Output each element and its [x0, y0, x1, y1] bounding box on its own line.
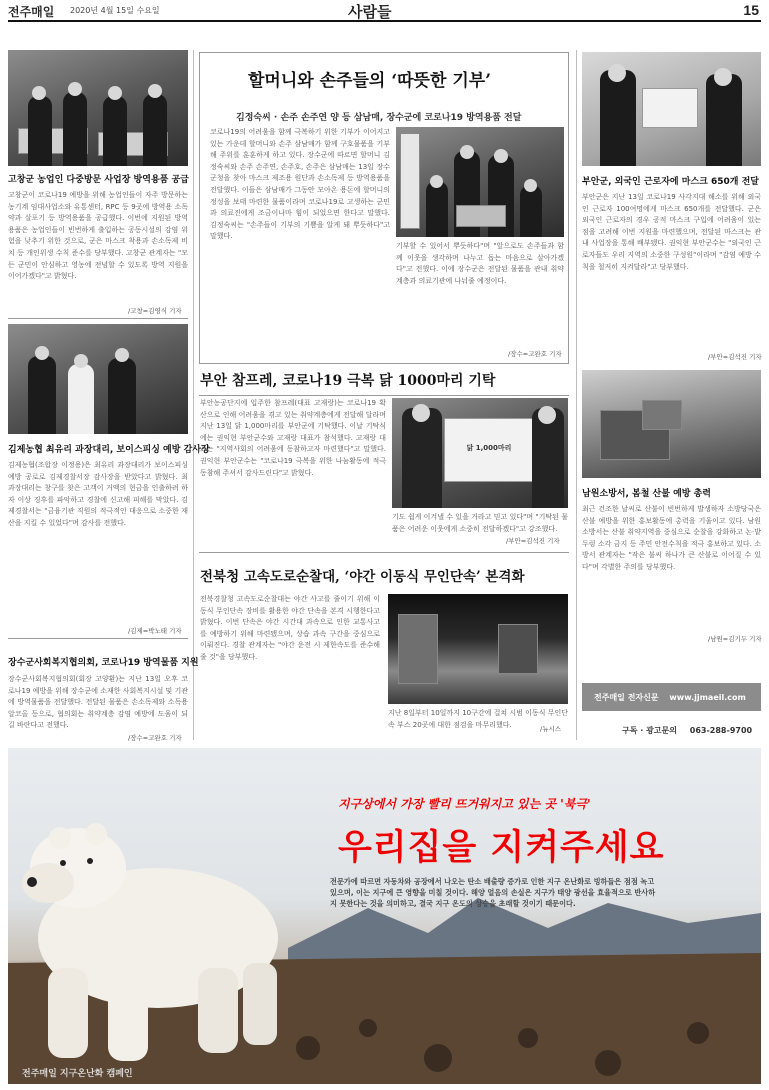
byline-namwon-fire: /남원=김기두 기자 — [708, 635, 762, 643]
headline-gochang: 고창군 농업인 다중방문 사업장 방역용품 공급 — [8, 175, 189, 185]
byline-gimje: /김제=박노태 기자 — [128, 627, 182, 635]
e-newspaper-banner[interactable] — [582, 683, 761, 711]
column-divider — [193, 50, 194, 740]
photo-gimje-award — [8, 324, 188, 434]
ad-tagline: 지구상에서 가장 빨리 뜨거워지고 있는 곳 '북극' — [338, 797, 591, 811]
byline-grandmother: /장수=고완호 기자 — [508, 350, 562, 358]
subscription-label: 구독 · 광고문의 — [622, 726, 677, 735]
masthead — [8, 0, 761, 22]
climate-campaign-ad — [8, 748, 761, 1084]
article-body-highway-patrol-cont: 지난 8일부터 10일까지 10구간에 걸쳐 시범 이동식 무인단속 부스 20곳에 대한 점검을 마무리했다. — [388, 709, 568, 729]
byline-highway-patrol: /뉴시스 — [540, 725, 562, 733]
article-body-gimje: 김제농협(조합장 이정용)은 최유리 과장대리가 보이스피싱 예방 공로로 김제경찰서장 감사장을 받았다고 밝혔다. 최 과장대리는 창구를 찾은 고객이 거액의 현금을 인출하려 하자 이상 징후를 파악하고 경찰에 신고해 피해를 막았다. 김제경찰서는 "금융기관 직원의 적극적인 대응으로 소중한 재산을 지킬 수 있었다"며 감사를 전했다. — [8, 461, 188, 527]
e-newspaper-url[interactable]: www.jjmaeil.com — [669, 693, 746, 702]
article-body-highway-patrol: 전북경찰청 고속도로순찰대는 야간 사고를 줄이기 위해 이동식 무인단속 장비를 활용한 야간 단속을 본격 시행한다고 밝혔다. 이번 단속은 야간 시간대 과속으로 인한 교통사고를 예방하기 위해 마련됐으며, 상습 과속 구간을 중심으로 이뤄진다. 경찰 관계자는 "야간 운전 시 제한속도를 준수해 줄 것"을 당부했다. — [200, 595, 380, 661]
ad-headline: 우리집을 지켜주세요 — [338, 828, 665, 868]
article-body-grandmother: 코로나19의 어려움을 함께 극복하기 위한 기부가 이어지고 있는 가운데 할머니와 손주 삼남매가 함께 구호물품을 기부해 주위를 훈훈하게 하고 있다. 장수군에 따르면 할머니 김정숙씨와 손주 손주연, 손주호, 손주은 삼남매는 13일 장수군청을 찾아 마스크 제조용 원단과 손소독제 등 방역용품을 전달했다. 이들은 삼남매가 그동안 모아온 용돈에 할머니의 정성을 보태 마련한 물품이라며 코로나19로 고생하는 군민과 의료진에게 조금이나마 힘이 되었으면 한다고 말했다. 김정숙씨는 "손주들이 기부의 기쁨을 알게 돼 뿌듯하다"고 말했다. — [210, 128, 390, 241]
article-body-champre: 부안농공단지에 입주한 참프레(대표 고재랑)는 코로나19 확산으로 인해 어려움을 겪고 있는 취약계층에게 전달해 달라며 지난 13일 닭 1,000마리를 부안군에 기탁했다. 이날 기탁식에는 권익현 부안군수와 고재랑 대표가 참석했다. 고재랑 대표는 "지역사회의 어려움에 동참하고자 마련했다"고 말했다. 권익현 부안군수는 "코로나19 극복을 위한 나눔활동에 적극 동참해 주셔서 감사드린다"고 밝혔다. — [200, 399, 386, 477]
photo-champre-donation — [392, 398, 568, 508]
article-separator — [8, 318, 188, 319]
headline-buan-masks: 부안군, 외국인 근로자에 마스크 650개 전달 — [582, 177, 759, 187]
photo-night-enforcement — [388, 594, 568, 704]
headline-jangsu-welfare: 장수군사회복지협의회, 코로나19 방역물품 지원 — [8, 658, 199, 668]
byline-champre: /부안=김석진 기자 — [506, 537, 560, 545]
e-newspaper-label: 전주매일 전자신문 — [594, 693, 659, 702]
headline-gimje: 김제농협 최유리 과장대리, 보이스피싱 예방 감사장 — [8, 445, 210, 455]
headline-champre: 부안 참프레, 코로나19 극복 닭 1000마리 기탁 — [200, 373, 496, 389]
byline-gochang: /고창=김영식 기자 — [128, 307, 182, 315]
paper-name: 전주매일 — [8, 5, 55, 19]
article-body-gochang: 고창군이 코로나19 예방을 위해 농업인들이 자주 방문하는 농기계 임대사업소와 유통센터, RPC 등 9곳에 방역용 소독약과 살포기 등 방역용품을 공급했다. 이번에 지원된 방역용품은 농업인들이 빈번하게 출입하는 공동시설의 감염 위험을 낮추기 위한 것으로, 군은 마스크 착용과 손소독제 비치 등 개인위생 수칙 준수를 당부했다. 고창군 관계자는 "모든 군민이 안심하고 영농에 전념할 수 있도록 방역 지원을 이어가겠다"고 밝혔다. — [8, 191, 188, 281]
column-divider — [576, 50, 577, 740]
article-body-grandmother-cont: 기부할 수 있어서 뿌듯하다"며 "앞으로도 손주들과 함께 이웃을 생각하며 나누고 돕는 마음으로 살아가겠다"고 전했다. 이에 장수군은 전달된 물품을 관내 취약계층과 의료기관에 나눠줄 예정이다. — [396, 242, 564, 285]
photo-grandmother-donation — [396, 127, 564, 237]
headline-grandmother: 할머니와 손주들의 ‘따뜻한 기부’ — [248, 71, 492, 91]
headline-namwon-fire: 남원소방서, 봄철 산불 예방 총력 — [582, 489, 711, 499]
photo-buan-masks — [582, 52, 761, 166]
article-body-namwon-fire: 최근 건조한 날씨로 산불이 빈번하게 발생하자 소방당국은 산불 예방을 위한 홍보활동에 총력을 기울이고 있다. 남원소방서는 산불 취약지역을 중심으로 순찰을 강화하고 논·밭두렁 소각 금지 등 주민 안전수칙을 적극 홍보하고 있다. 소방서 관계자는 "작은 불씨 하나가 큰 산불로 이어질 수 있다"며 각별한 주의를 당부했다. — [582, 505, 761, 571]
subheadline-grandmother: 김정숙씨 · 손주 손주연 양 등 삼남매, 장수군에 코로나19 방역용품 전달 — [236, 113, 522, 123]
headline-highway-patrol: 전북청 고속도로순찰대, ‘야간 이동식 무인단속’ 본격화 — [200, 569, 525, 585]
article-separator — [199, 552, 569, 553]
photo-gochang-farmers — [8, 50, 188, 166]
photo-namwon-fire-truck — [582, 370, 761, 478]
page-number: 15 — [743, 2, 759, 18]
byline-jangsu-welfare: /장수=고완호 기자 — [128, 734, 182, 742]
article-separator — [199, 395, 569, 396]
ad-credit: 전주매일 지구온난화 캠페인 — [22, 1069, 133, 1079]
issue-date: 2020년 4월 15일 수요일 — [70, 6, 160, 15]
byline-buan-masks: /부안=김석진 기자 — [708, 353, 762, 361]
section-title: 사람들 — [348, 3, 392, 21]
ad-body-copy: 전문가에 따르면 자동차와 공장에서 나오는 탄소 배출량 증가로 인한 지구 온난화로 빙하들은 점점 녹고 있으며, 이는 지구에 큰 영향을 미칠 것이다. 해양 얼음의 손실은 지구가 태양 광선을 효율적으로 반사하지 못한다는 것을 의미하고, 결국 지구 온도의 상승을 초래할 것이기 때문이다. — [330, 877, 656, 908]
article-body-jangsu-welfare: 장수군사회복지협의회(회장 고양환)는 지난 13일 오후 코로나19 예방을 위해 장수군에 소재한 사회복지시설 및 기관에 방역물품을 전달했다. 전달된 물품은 손소독제와 소독용 알코올 등으로, 협의회는 취약계층 감염 예방에 도움이 되길 바란다고 전했다. — [8, 675, 188, 730]
article-body-champre-cont: 기도 쉽게 이겨낼 수 있을 거라고 믿고 있다"며 "기탁된 물품은 어려운 이웃에게 소중히 전달하겠다"고 강조했다. — [392, 513, 568, 533]
subscription-phone: 063-288-9700 — [689, 726, 753, 735]
article-separator — [8, 638, 188, 639]
subscription-contact — [582, 725, 761, 736]
donation-board-text: 닭 1,000마리 — [466, 444, 512, 452]
article-body-buan-masks: 부안군은 지난 13일 코로나19 사각지대 해소를 위해 외국인 근로자 100여명에게 마스크 650개를 전달했다. 군은 외국인 근로자의 경우 공적 마스크 구입에 어려움이 있는 점을 고려해 이번 지원을 마련했으며, 전달된 마스크는 관내 사업장을 통해 배부됐다. 권익현 부안군수는 "외국인 근로자들도 우리 지역의 소중한 구성원"이라며 "감염 예방 수칙을 철저히 지켜달라"고 당부했다. — [582, 193, 761, 271]
